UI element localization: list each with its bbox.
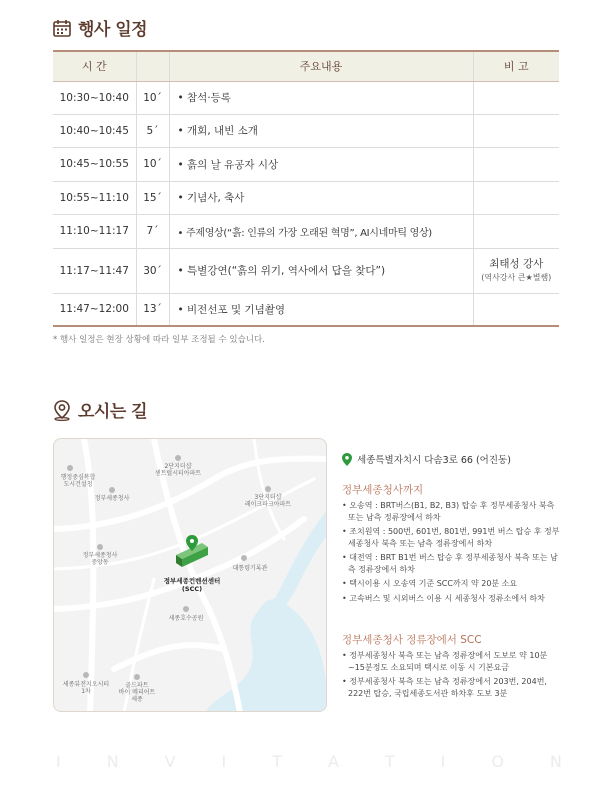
schedule-title: 행사 일정 xyxy=(78,20,148,40)
directions-section-title xyxy=(52,397,147,422)
row-time: 10:30~10:40 xyxy=(53,81,136,114)
table-row xyxy=(53,293,559,326)
table-row xyxy=(53,114,559,147)
list-item: • 정부세종청사 북측 또는 남측 정류장에서 203번, 204번, 222번 탑승, 국립세종도서관 하차후 도보 3분 xyxy=(342,677,547,698)
header-time: 시 간 xyxy=(53,51,136,81)
directions-list-to-complex xyxy=(342,500,562,607)
venue-label: 정부세종컨벤션센터 (SCC) xyxy=(163,577,221,593)
map-place-label: 정부세종청사 중앙동 xyxy=(82,552,118,566)
map-pin-icon xyxy=(342,453,352,466)
map-place-label: 행정중심복합 도시건설청 xyxy=(60,474,96,488)
directions-title: 오시는 길 xyxy=(78,402,148,422)
header-duration xyxy=(136,51,169,81)
speaker-description: (역사강사 큰★별쌤) xyxy=(481,272,552,282)
row-time: 10:55~11:10 xyxy=(53,181,136,214)
map-place-label: 2단지더샵 센트럴시티아파트 xyxy=(154,463,202,477)
row-duration: 5´ xyxy=(136,114,169,147)
row-content: • 특별강연(“흙의 위기, 역사에서 답을 찾다”) xyxy=(169,248,473,293)
map-place-label: 정부세종청사 xyxy=(94,495,130,502)
directions-heading-to-complex: 정부세종청사까지 xyxy=(342,484,424,496)
row-duration: 7´ xyxy=(136,214,169,248)
row-time: 11:10~11:17 xyxy=(53,214,136,248)
list-item: • 대전역 : BRT B1번 버스 탑승 후 정부세종청사 북측 또는 남측 정류장에서 하차 xyxy=(342,553,558,574)
header-note: 비 고 xyxy=(473,51,559,81)
directions-heading-to-scc: 정부세종청사 정류장에서 SCC xyxy=(342,634,482,646)
row-duration: 30´ xyxy=(136,248,169,293)
calendar-icon xyxy=(52,18,72,38)
address xyxy=(342,452,511,466)
map-place-label: 대통령기록관 xyxy=(232,565,268,572)
list-item: • 택시이용 시 오송역 기준 SCC까지 약 20분 소요 xyxy=(342,579,518,588)
row-note xyxy=(473,214,559,248)
row-note xyxy=(473,114,559,147)
row-note xyxy=(473,147,559,181)
directions-list-to-scc xyxy=(342,650,562,702)
row-duration: 13´ xyxy=(136,293,169,326)
map-place-label: 골드파트 바이 메리어트 세종 xyxy=(118,682,156,703)
header-content: 주요내용 xyxy=(169,51,473,81)
row-content: • 개회, 내빈 소개 xyxy=(169,114,473,147)
row-content: • 흙의 날 유공자 시상 xyxy=(169,147,473,181)
schedule-footnote: * 행사 일정은 현장 상황에 따라 일부 조정될 수 있습니다. xyxy=(53,335,265,345)
address-text: 세종특별자치시 다솜3로 66 (어진동) xyxy=(357,455,511,466)
row-time: 10:45~10:55 xyxy=(53,147,136,181)
invitation-watermark: I N V I T A T I O N xyxy=(56,752,562,771)
row-content: • 주제영상(“흙: 인류의 가장 오래된 혁명”, AI시네마틱 영상) xyxy=(169,214,473,248)
row-note xyxy=(473,81,559,114)
table-row xyxy=(53,181,559,214)
table-row xyxy=(53,81,559,114)
row-note xyxy=(473,248,559,293)
list-item: • 조치원역 : 500번, 601번, 801번, 991번 버스 탑승 후 정부세종청사 북측 또는 남측 정류장에서 하차 xyxy=(342,527,560,548)
list-item: • 오송역 : BRT버스(B1, B2, B3) 탑승 후 정부세종청사 북측 또는 남측 정류장에서 하차 xyxy=(342,501,555,522)
table-row xyxy=(53,147,559,181)
list-item: • 정부세종청사 북측 또는 남측 정류장에서 도보로 약 10분~15분정도 소요되며 택시로 이동 시 기본요금 xyxy=(342,651,548,672)
row-duration: 10´ xyxy=(136,81,169,114)
map-place-label: 세종호수공원 xyxy=(168,615,204,622)
row-time: 11:47~12:00 xyxy=(53,293,136,326)
row-duration: 10´ xyxy=(136,147,169,181)
row-content: • 참석·등록 xyxy=(169,81,473,114)
row-content: • 비전선포 및 기념촬영 xyxy=(169,293,473,326)
map-place-label: 세종뷰전지오시티 1차 xyxy=(62,681,110,695)
map-place-label: 3단지더샵 레이크파크아파트 xyxy=(244,494,292,508)
location-pin-icon xyxy=(52,399,72,421)
schedule-table xyxy=(53,50,559,327)
row-content: • 기념사, 축사 xyxy=(169,181,473,214)
table-row xyxy=(53,248,559,293)
schedule-section-title xyxy=(52,15,147,40)
speaker-name: 최태성 강사 xyxy=(489,257,544,270)
schedule-header-row xyxy=(53,51,559,81)
row-time: 11:17~11:47 xyxy=(53,248,136,293)
row-duration: 15´ xyxy=(136,181,169,214)
row-note xyxy=(473,181,559,214)
location-map[interactable] xyxy=(53,438,327,712)
row-note xyxy=(473,293,559,326)
row-time: 10:40~10:45 xyxy=(53,114,136,147)
table-row xyxy=(53,214,559,248)
list-item: • 고속버스 및 시외버스 이용 시 세종청사 정류소에서 하차 xyxy=(342,593,545,603)
